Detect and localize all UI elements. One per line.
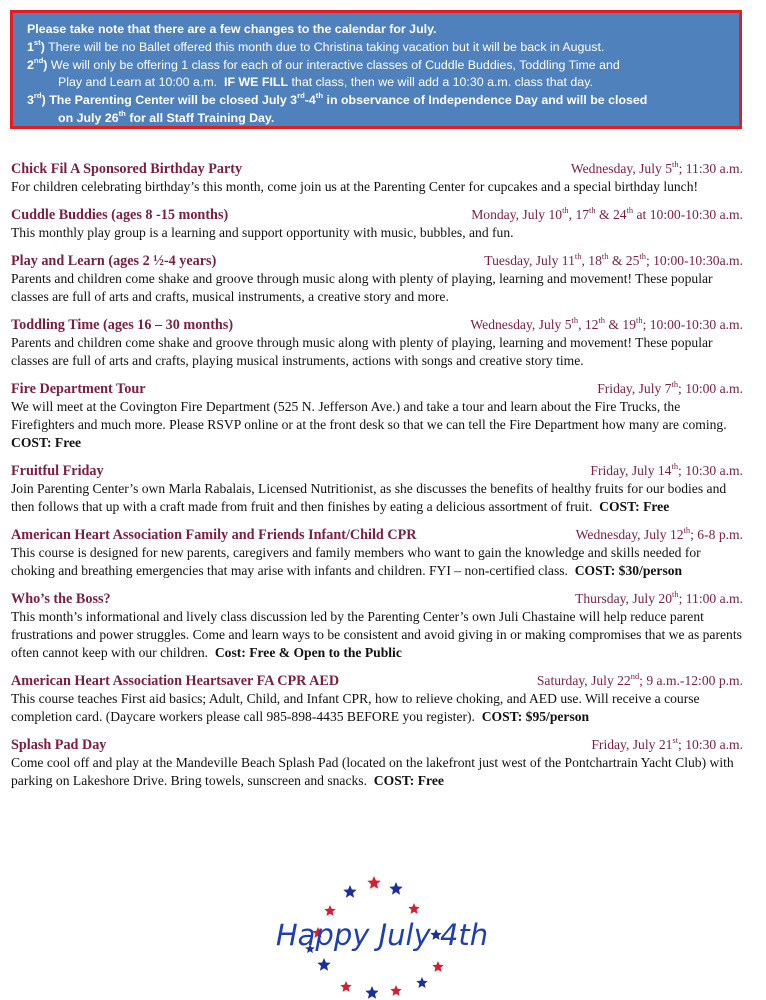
event-date-time: Thursday, July 20th; 11:00 a.m. bbox=[575, 588, 743, 606]
event-date-time: Tuesday, July 11th, 18th & 25th; 10:00-10:30a.m. bbox=[484, 250, 743, 268]
event-item bbox=[11, 252, 743, 306]
event-cost: COST: $95/person bbox=[481, 709, 590, 724]
event-description: Parents and children come shake and groove through music along with plenty of playing, learning and movement! These popular classes are full of arts and crafts, musical instruments, a creative story and more. bbox=[11, 271, 713, 304]
event-date-time: Wednesday, July 5th; 11:30 a.m. bbox=[570, 158, 743, 176]
item3-number: 3rd) bbox=[27, 91, 46, 108]
event-item bbox=[11, 526, 743, 580]
notice-item-2-cont bbox=[27, 74, 729, 92]
event-title: Play and Learn (ages 2 ½-4 years) bbox=[11, 253, 217, 269]
event-date-time: Friday, July 7th; 10:00 a.m. bbox=[597, 378, 743, 396]
event-title: Fire Department Tour bbox=[11, 381, 146, 397]
star-icon bbox=[389, 882, 402, 895]
event-description: For children celebrating birthday’s this month, come join us at the Parenting Center for cupcakes and a special birthday lunch! bbox=[11, 179, 699, 194]
event-description: This monthly play group is a learning and support opportunity with music, bubbles, and fun. bbox=[11, 225, 514, 240]
star-icon bbox=[365, 986, 378, 999]
event-item bbox=[11, 590, 743, 662]
event-header bbox=[11, 736, 743, 754]
item1-text: There will be no Ballet offered this month due to Christina taking vacation but it will be back in August. bbox=[48, 39, 605, 54]
event-title: Splash Pad Day bbox=[11, 737, 107, 753]
event-header bbox=[11, 380, 743, 398]
event-date-time: Friday, July 21st; 10:30 a.m. bbox=[591, 734, 743, 752]
notice-item-1 bbox=[27, 39, 729, 57]
event-list bbox=[11, 160, 743, 800]
event-description: Join Parenting Center’s own Marla Rabalais, Licensed Nutritionist, as she discusses the benefits of healthy fruits for our bodies and then follows that up with a craft made from fruit and then finishes by eating a delicious assortment of fruit. COST: Free bbox=[11, 481, 727, 514]
event-header bbox=[11, 672, 743, 690]
event-header bbox=[11, 160, 743, 178]
event-item bbox=[11, 206, 743, 242]
event-item bbox=[11, 160, 743, 196]
item1-number: 1st) bbox=[27, 37, 45, 54]
event-cost: Cost: Free & Open to the Public bbox=[214, 645, 402, 660]
star-icon bbox=[416, 977, 427, 988]
notice-item-2 bbox=[27, 57, 729, 75]
star-icon bbox=[390, 985, 401, 996]
happy-july-4th-graphic bbox=[276, 875, 488, 1000]
item2-emphasis: IF WE FILL bbox=[224, 75, 289, 90]
event-date-time: Saturday, July 22nd; 9 a.m.-12:00 p.m. bbox=[536, 670, 743, 688]
item2-number: 2nd) bbox=[27, 55, 48, 72]
event-description: Come cool off and play at the Mandeville Beach Splash Pad (located on the lakefront just west of the Pontchartrain Yacht Club) with parking on Lakeshore Drive. Bring towels, sunscreen and snacks. COST: Free bbox=[11, 755, 734, 788]
item2-text-c: that class, then we will add a 10:30 a.m. class that day. bbox=[291, 75, 593, 90]
event-header bbox=[11, 462, 743, 480]
star-icon bbox=[324, 905, 335, 916]
event-date-time: Wednesday, July 5th, 12th & 19th; 10:00-10:30 a.m. bbox=[470, 314, 743, 332]
star-icon bbox=[343, 885, 356, 898]
item2-text-b: Play and Learn at 10:00 a.m. bbox=[58, 75, 218, 90]
event-title: Fruitful Friday bbox=[11, 463, 104, 479]
event-title: Chick Fil A Sponsored Birthday Party bbox=[11, 161, 243, 177]
event-description: This month’s informational and lively class discussion led by the Parenting Center’s own Juli Chastaine will help reduce parent frustrations and power struggles. Come and learn ways to be consistent and avoid giving in or making compromises that we as parents often cannot keep with our children. Cost: Free & Open to the Public bbox=[11, 609, 742, 660]
event-item bbox=[11, 672, 743, 726]
star-icon bbox=[317, 958, 330, 971]
star-icon bbox=[367, 876, 380, 889]
happy-july-4th-text: Happy July 4th bbox=[276, 918, 488, 952]
event-header bbox=[11, 526, 743, 544]
event-title: American Heart Association Family and Friends Infant/Child CPR bbox=[11, 527, 417, 543]
event-header bbox=[11, 252, 743, 270]
event-cost: COST: Free bbox=[373, 773, 444, 788]
event-header bbox=[11, 590, 743, 608]
event-title: Toddling Time (ages 16 – 30 months) bbox=[11, 317, 234, 333]
item2-text-a: We will only be offering 1 class for each of our interactive classes of Cuddle Buddies, Toddling Time and bbox=[50, 57, 620, 72]
event-cost: COST: Free bbox=[11, 435, 82, 450]
notice-heading: Please take note that there are a few changes to the calendar for July. bbox=[27, 22, 437, 36]
event-header bbox=[11, 206, 743, 224]
event-cost: COST: Free bbox=[599, 499, 670, 514]
item3-text: The Parenting Center will be closed July 3rd-4th in observance of Independence Day and will be closed bbox=[49, 91, 648, 108]
event-title: American Heart Association Heartsaver FA CPR AED bbox=[11, 673, 340, 689]
event-description: We will meet at the Covington Fire Department (525 N. Jefferson Ave.) and take a tour and learn about the Fire Trucks, the Firefighters and much more. Please RSVP online or at the front desk so that we can tell the Fire Department how many are coming. COST: Free bbox=[11, 399, 727, 450]
event-cost: COST: $30/person bbox=[574, 563, 683, 578]
event-item bbox=[11, 380, 743, 452]
notice-item-3 bbox=[27, 92, 729, 110]
star-icon bbox=[432, 961, 443, 972]
event-item bbox=[11, 462, 743, 516]
star-icon bbox=[408, 903, 419, 914]
event-date-time: Monday, July 10th, 17th & 24th at 10:00-10:30 a.m. bbox=[471, 204, 743, 222]
event-date-time: Wednesday, July 12th; 6-8 p.m. bbox=[575, 524, 743, 542]
event-item bbox=[11, 736, 743, 790]
notice-item-3-cont: on July 26th for all Staff Training Day. bbox=[58, 109, 275, 125]
calendar-changes-notice bbox=[10, 10, 742, 129]
event-description: Parents and children come shake and groove through music along with plenty of playing, learning and movement! These popular classes are full of arts and crafts, playing musical instruments, actions with songs and creative story time. bbox=[11, 335, 713, 368]
event-description: This course teaches First aid basics; Adult, Child, and Infant CPR, how to relieve choking, and AED use. Will receive a course completion card. (Daycare workers please call 985-898-4435 BEFORE you register). COST: $95/person bbox=[11, 691, 700, 724]
event-item bbox=[11, 316, 743, 370]
event-header bbox=[11, 316, 743, 334]
star-icon bbox=[340, 981, 351, 992]
event-description: This course is designed for new parents, caregivers and family members who want to gain the knowledge and skills needed for choking and breathing emergencies that may arise with infants and children. FYI – non-certified class. COST: $30/person bbox=[11, 545, 701, 578]
event-title: Cuddle Buddies (ages 8 -15 months) bbox=[11, 207, 229, 223]
event-date-time: Friday, July 14th; 10:30 a.m. bbox=[590, 460, 743, 478]
event-title: Who’s the Boss? bbox=[11, 591, 111, 607]
